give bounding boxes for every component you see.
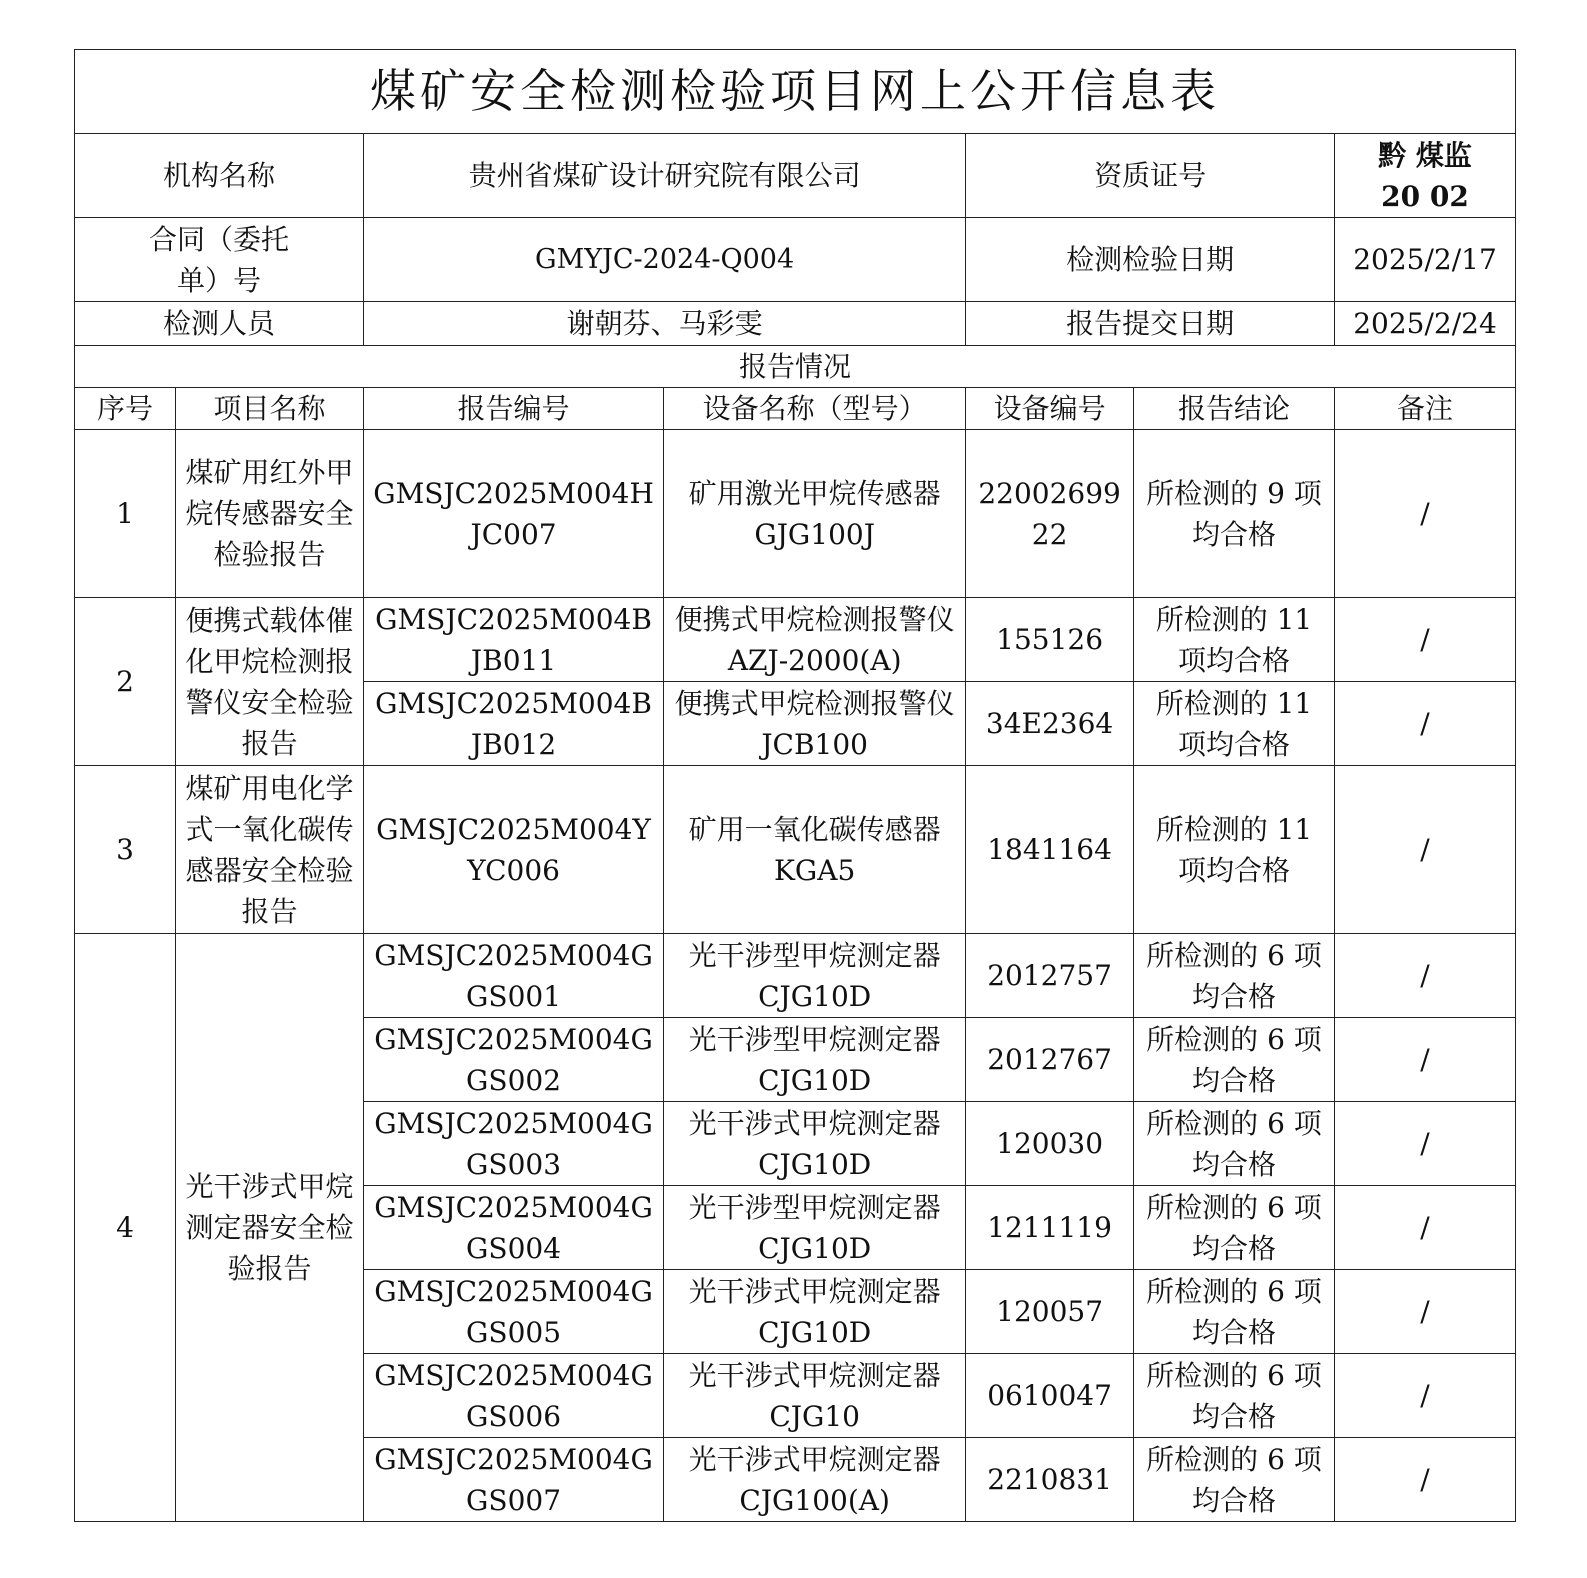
row-equipment: 光干涉式甲烷测定器 CJG10D	[664, 1102, 966, 1186]
row-report-no: GMSJC2025M004GGS006	[363, 1354, 663, 1438]
submit-value: 2025/2/24	[1335, 302, 1516, 346]
row-remark: /	[1335, 1438, 1516, 1522]
row-seq: 3	[75, 766, 176, 934]
row-equip-no: 1211119	[966, 1186, 1134, 1270]
info-table	[74, 49, 1516, 1522]
header-remark: 备注	[1335, 388, 1516, 430]
org-label: 机构名称	[75, 134, 364, 218]
submit-label: 报告提交日期	[966, 302, 1335, 346]
row-equip-no: 2012757	[966, 934, 1134, 1018]
row-report-no: GMSJC2025M004GGS002	[363, 1018, 663, 1102]
row-equip-no: 2210831	[966, 1438, 1134, 1522]
row-equipment: 光干涉式甲烷测定器 CJG10	[664, 1354, 966, 1438]
table-row	[75, 934, 1516, 1018]
row-remark: /	[1335, 598, 1516, 682]
header-project: 项目名称	[176, 388, 364, 430]
row-project: 光干涉式甲烷测定器安全检验报告	[176, 934, 364, 1522]
staff-value: 谢朝芬、马彩雯	[363, 302, 965, 346]
row-report-no: GMSJC2025M004GGS003	[363, 1102, 663, 1186]
row-remark: /	[1335, 1354, 1516, 1438]
row-project: 便携式载体催化甲烷检测报警仪安全检验报告	[176, 598, 364, 766]
row-conclusion: 所检测的 6 项均合格	[1133, 1354, 1334, 1438]
row-equip-no: 155126	[966, 598, 1134, 682]
row-report-no: GMSJC2025M004GGS005	[363, 1270, 663, 1354]
row-remark: /	[1335, 934, 1516, 1018]
contract-label-line1: 合同（委托	[148, 222, 289, 256]
row-conclusion: 所检测的 6 项均合格	[1133, 1102, 1334, 1186]
row-report-no: GMSJC2025M004GGS004	[363, 1186, 663, 1270]
row-seq: 1	[75, 430, 176, 598]
row-report-no: GMSJC2025M004BJB011	[363, 598, 663, 682]
row-report-no: GMSJC2025M004HJC007	[363, 430, 663, 598]
row-equip-no: 0610047	[966, 1354, 1134, 1438]
org-value: 贵州省煤矿设计研究院有限公司	[363, 134, 965, 218]
row-report-no: GMSJC2025M004YYC006	[363, 766, 663, 934]
row-remark: /	[1335, 766, 1516, 934]
header-equipment: 设备名称（型号）	[664, 388, 966, 430]
header-equip-no: 设备编号	[966, 388, 1134, 430]
header-conclusion: 报告结论	[1133, 388, 1334, 430]
cert-label: 资质证号	[966, 134, 1335, 218]
header-seq: 序号	[75, 388, 176, 430]
contract-label-line2: 单）号	[176, 263, 261, 297]
section-title: 报告情况	[75, 346, 1516, 388]
row-equip-no: 2012767	[966, 1018, 1134, 1102]
header-row	[75, 388, 1516, 430]
table-row	[75, 598, 1516, 682]
row-equipment: 光干涉型甲烷测定器 CJG10D	[664, 1186, 966, 1270]
row-conclusion: 所检测的 6 项均合格	[1133, 1438, 1334, 1522]
row-remark: /	[1335, 1186, 1516, 1270]
row-equip-no: 120030	[966, 1102, 1134, 1186]
row-project: 煤矿用红外甲烷传感器安全检验报告	[176, 430, 364, 598]
contract-label	[75, 218, 364, 302]
row-remark: /	[1335, 430, 1516, 598]
row-equipment: 便携式甲烷检测报警仪 AZJ-2000(A)	[664, 598, 966, 682]
row-conclusion: 所检测的 11 项均合格	[1133, 766, 1334, 934]
row-conclusion: 所检测的 11 项均合格	[1133, 682, 1334, 766]
row-equip-no: 1841164	[966, 766, 1134, 934]
cert-value-line1: 黔 煤监	[1378, 138, 1472, 172]
contract-value: GMYJC-2024-Q004	[363, 218, 965, 302]
header-report-no: 报告编号	[363, 388, 663, 430]
row-equipment: 便携式甲烷检测报警仪 JCB100	[664, 682, 966, 766]
table-row	[75, 766, 1516, 934]
row-conclusion: 所检测的 6 项均合格	[1133, 934, 1334, 1018]
row-remark: /	[1335, 1018, 1516, 1102]
row-remark: /	[1335, 682, 1516, 766]
row-equipment: 光干涉式甲烷测定器 CJG100(A)	[664, 1438, 966, 1522]
row-equipment: 矿用激光甲烷传感器 GJG100J	[664, 430, 966, 598]
row-equip-no: 34E2364	[966, 682, 1134, 766]
row-equip-no: 120057	[966, 1270, 1134, 1354]
row-equipment: 光干涉型甲烷测定器 CJG10D	[664, 1018, 966, 1102]
row-report-no: GMSJC2025M004GGS007	[363, 1438, 663, 1522]
cert-value	[1335, 134, 1516, 218]
row-project: 煤矿用电化学式一氧化碳传感器安全检验报告	[176, 766, 364, 934]
cert-value-line2: 20 02	[1381, 179, 1469, 213]
row-conclusion: 所检测的 11 项均合格	[1133, 598, 1334, 682]
row-equipment: 光干涉型甲烷测定器 CJG10D	[664, 934, 966, 1018]
date-value: 2025/2/17	[1335, 218, 1516, 302]
row-report-no: GMSJC2025M004GGS001	[363, 934, 663, 1018]
row-seq: 4	[75, 934, 176, 1522]
row-conclusion: 所检测的 6 项均合格	[1133, 1186, 1334, 1270]
row-report-no: GMSJC2025M004BJB012	[363, 682, 663, 766]
row-remark: /	[1335, 1270, 1516, 1354]
page-title: 煤矿安全检测检验项目网上公开信息表	[75, 50, 1516, 134]
row-conclusion: 所检测的 6 项均合格	[1133, 1270, 1334, 1354]
date-label: 检测检验日期	[966, 218, 1335, 302]
row-conclusion: 所检测的 9 项均合格	[1133, 430, 1334, 598]
row-conclusion: 所检测的 6 项均合格	[1133, 1018, 1334, 1102]
row-equipment: 光干涉式甲烷测定器 CJG10D	[664, 1270, 966, 1354]
row-remark: /	[1335, 1102, 1516, 1186]
row-equip-no: 2200269922	[966, 430, 1134, 598]
row-seq: 2	[75, 598, 176, 766]
table-row	[75, 430, 1516, 598]
row-equipment: 矿用一氧化碳传感器 KGA5	[664, 766, 966, 934]
staff-label: 检测人员	[75, 302, 364, 346]
